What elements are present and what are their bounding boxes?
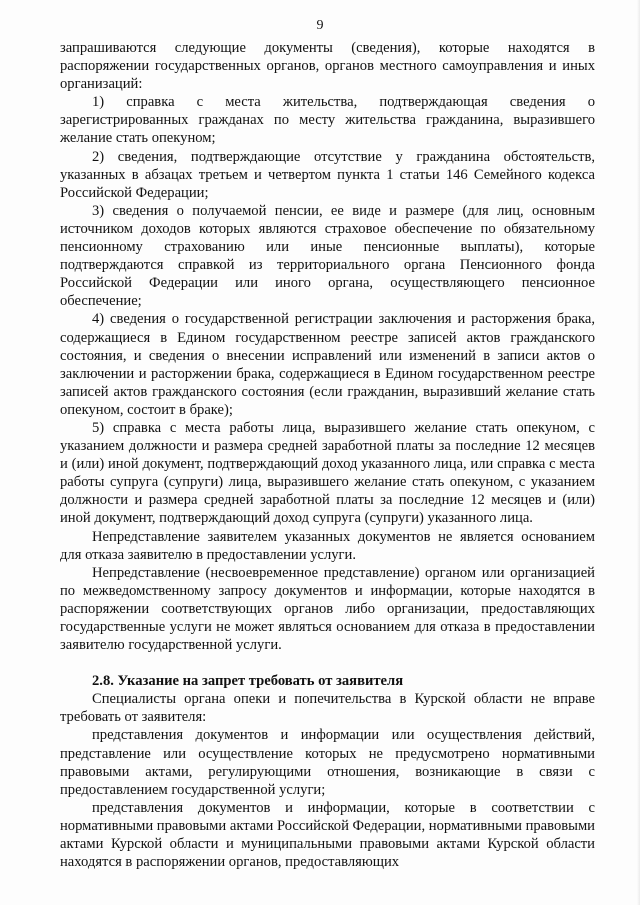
list-item-2: 2) сведения, подтверждающие отсутствие у гражданина обстоятельств, указанных в абзацах третьем и четвертом пункта 1 статьи 146 Семейного кодекса Российской Федерации; — [60, 148, 595, 201]
paragraph-interagency: Непредставление (несвоевременное представление) органом или организацией по межведомственному запросу документов и информации, которые находятся в распоряжении соответствующих органов либо организации, предоставляющих государственные услуги не может являться основанием для отказа в предоставлении заявителю государственной услуги. — [60, 564, 595, 654]
section-paragraph-2: представления документов и информации или осуществления действий, представление или осуществление которых не предусмотрено нормативными правовыми актами, регулирующими отношения, возникающие в связи с предоставлением государственной услуги; — [60, 727, 595, 798]
section-paragraph-1: Специалисты органа опеки и попечительства в Курской области не вправе требовать от заявителя: — [60, 691, 595, 726]
list-item-5: 5) справка с места работы лица, выразившего желание стать опекуном, с указанием должности и размера средней заработной платы за последние 12 месяцев и (или) иной документ, подтверждающий доход указанного лица, или справка с места работы супруга (супруги) лица, выразившего желание стать опекуном, с указанием должности и размера средней заработной платы за последние 12 месяцев и (или) иной документ, подтверждающий доход супруга (супруги) указанного лица. — [60, 419, 595, 527]
list-item-3: 3) сведения о получаемой пенсии, ее виде и размере (для лиц, основным источником доходов которых являются страховое обеспечение по обязательному пенсионному страхованию или иные пенсионные выплаты), которые подтверждаются справкой из территориального органа Пенсионного фонда Российской Федерации или иного органа, осуществляющего пенсионное обеспечение; — [60, 202, 595, 310]
page-number: 9 — [316, 18, 324, 33]
section-paragraph-3: представления документов и информации, которые в соответствии с нормативными правовыми актами Российской Федерации, нормативными правовыми актами Курской области и муниципальными правовыми актами Курской области находятся в распоряжении органов, предоставляющих — [60, 799, 595, 871]
paragraph-intro: запрашиваются следующие документы (сведения), которые находятся в распоряжении государственных органов, органов местного самоуправления и иных организаций: — [60, 40, 595, 93]
section-heading: 2.8. Указание на запрет требовать от заявителя — [92, 673, 404, 690]
list-item-1: 1) справка с места жительства, подтверждающая сведения о зарегистрированных гражданах по месту жительства гражданина, выразившего желание стать опекуном; — [60, 94, 595, 147]
list-item-4: 4) сведения о государственной регистрации заключения и расторжения брака, содержащиеся в Едином государственном реестре записей актов гражданского состояния, и сведения о внесении исправлений или изменений в записи актов о заключении и расторжении брака, содержащиеся в Едином государственном реестре записей актов гражданского состояния (если гражданин, выразивший желание стать опекуном, состоит в браке); — [60, 311, 595, 418]
document-body — [60, 39, 595, 871]
paragraph-nonsubmission: Непредставление заявителем указанных документов не является основанием для отказа заявителю в предоставлении услуги. — [60, 528, 595, 563]
